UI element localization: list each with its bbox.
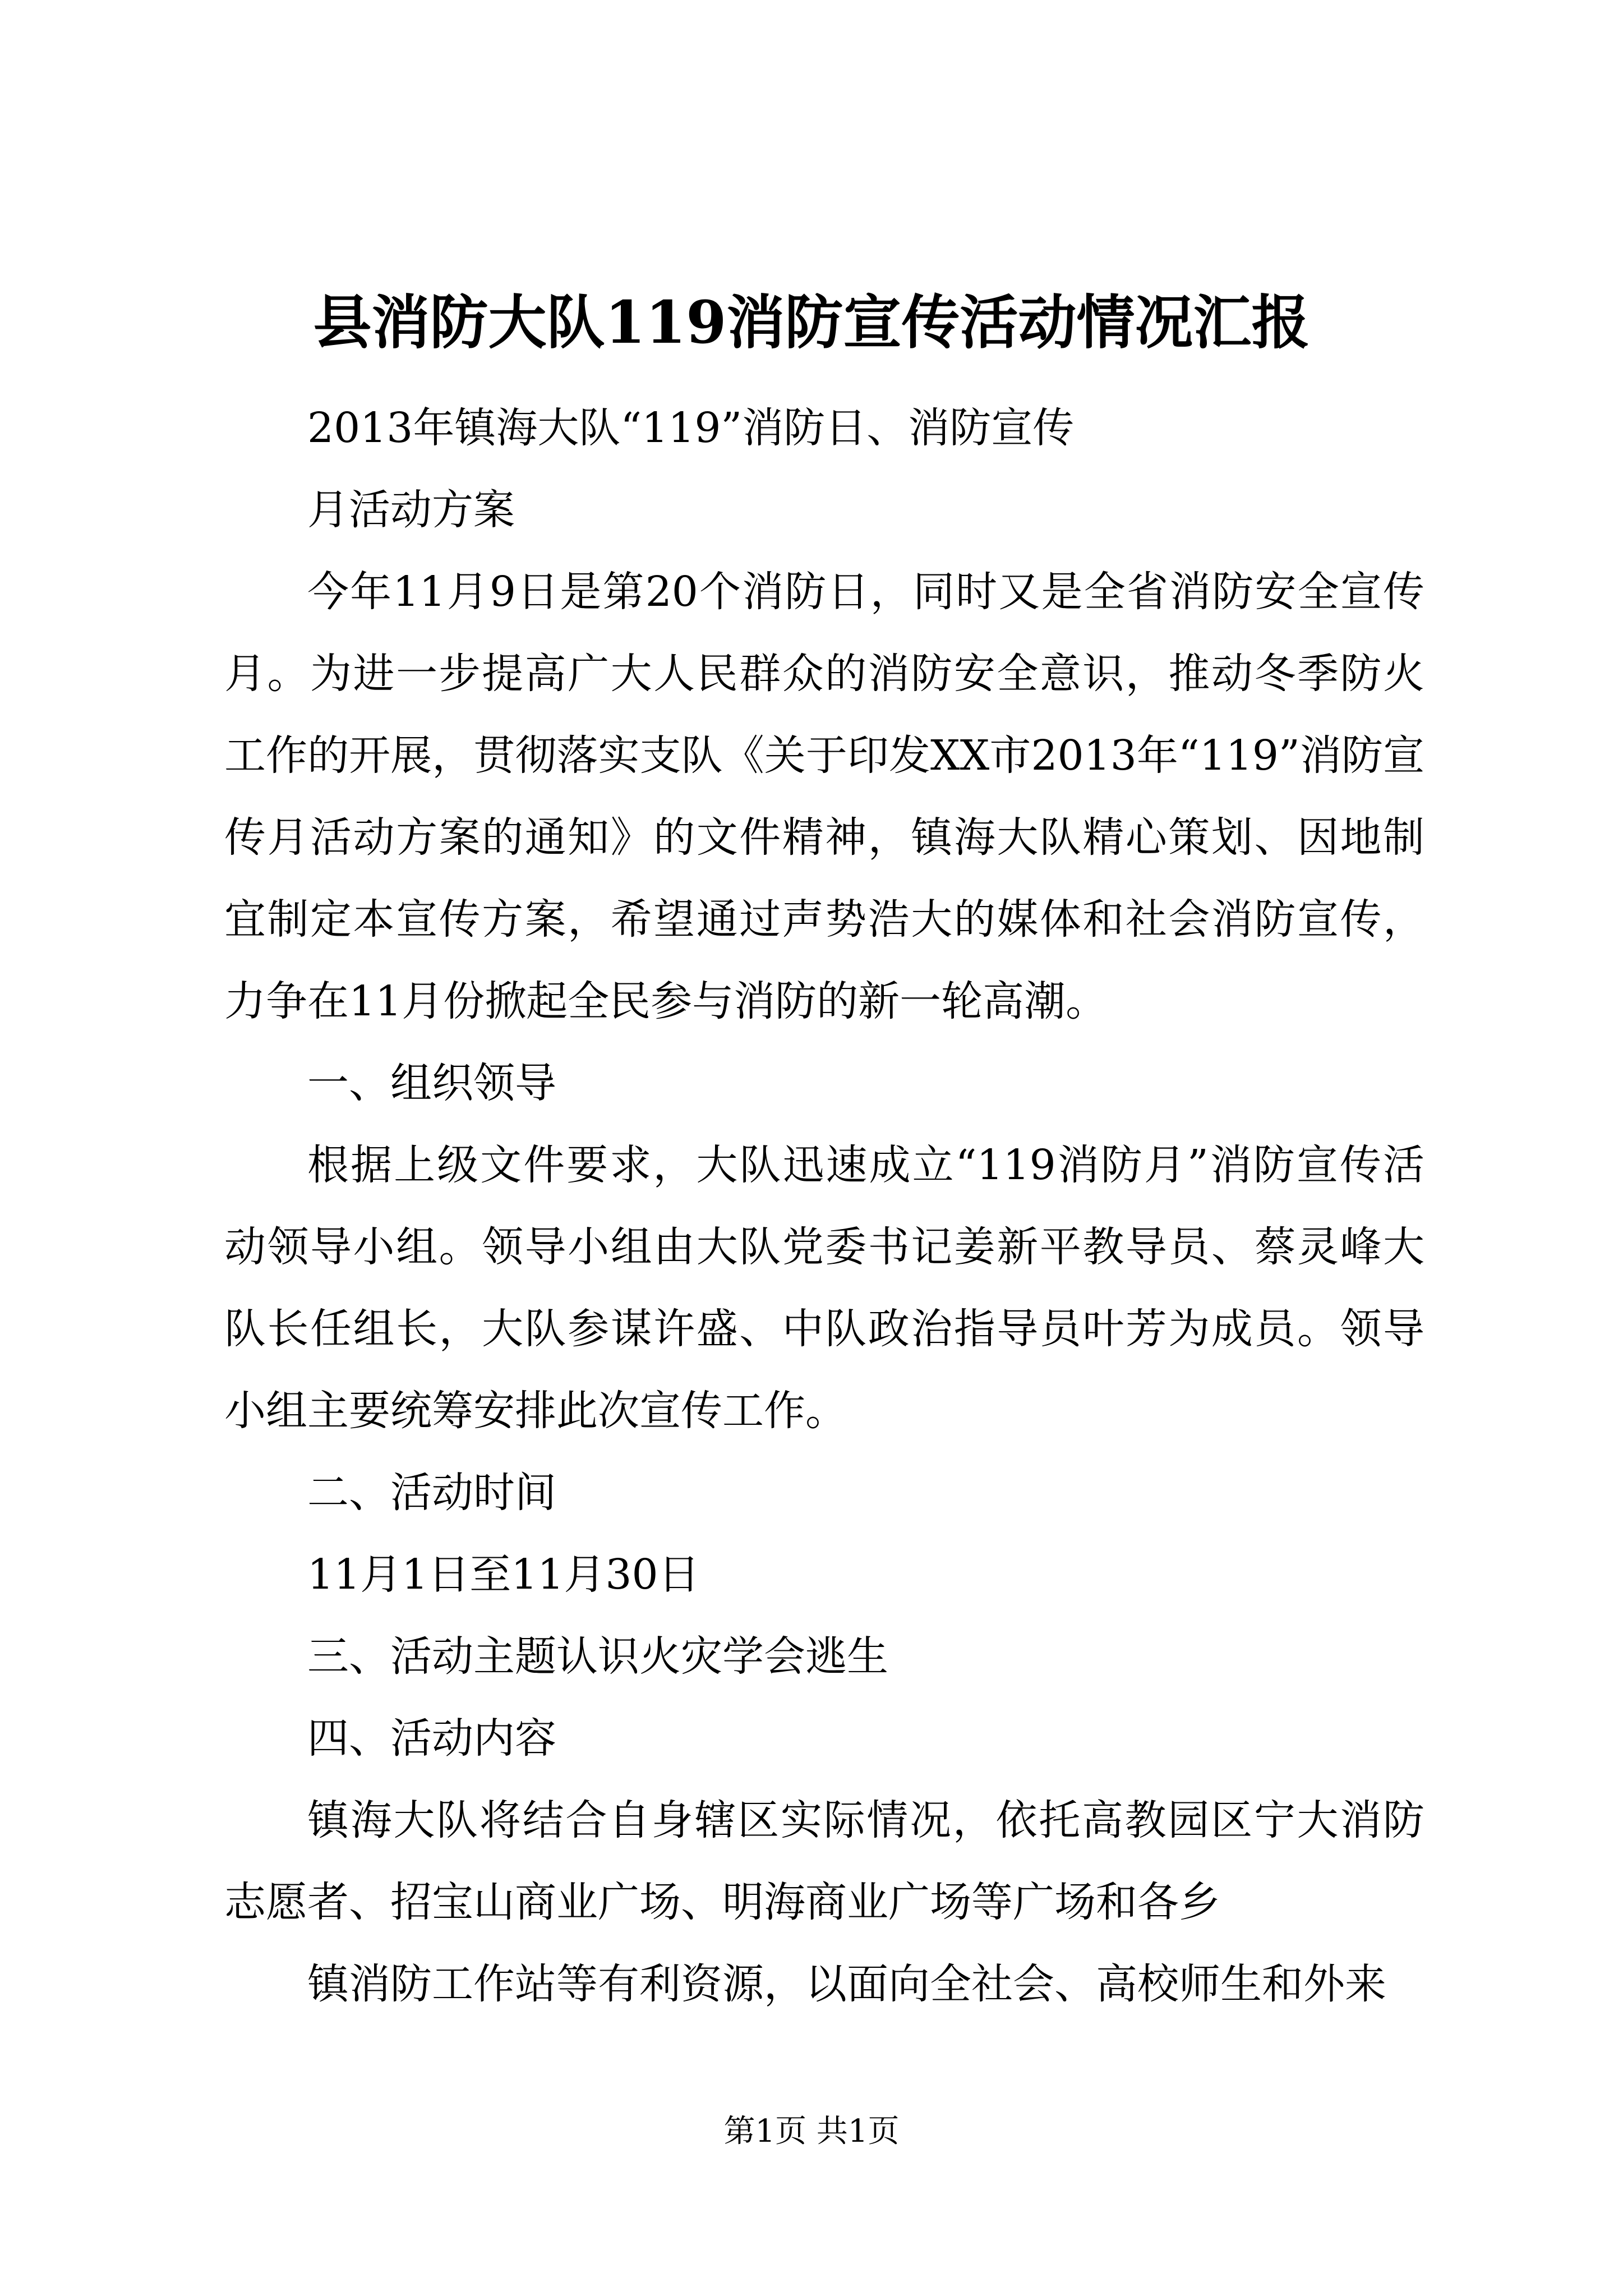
paragraph-subtitle-line-2: 月活动方案 bbox=[307, 486, 515, 534]
paragraph-content-2: 镇消防工作站等有利资源，以面向全社会、高校师生和外来 bbox=[307, 1960, 1386, 2008]
paragraph-subtitle-line-1: 2013年镇海大队“119”消防日、消防宣传 bbox=[307, 404, 1075, 452]
section-heading-content: 四、活动内容 bbox=[307, 1714, 556, 1763]
paragraph-organization: 根据上级文件要求，大队迅速成立“119消防月”消防宣传活动领导小组。领导小组由大队党委书记姜新平教导员、蔡灵峰大队长任组长，大队参谋许盛、中队政治指导员叶芳为成员。领导小组主要统筹安排此次宣传工作。 bbox=[224, 1141, 1424, 1435]
page-footer: 第1页 共1页 bbox=[723, 2113, 900, 2150]
paragraph-content-1: 镇海大队将结合自身辖区实际情况，依托高教园区宁大消防志愿者、招宝山商业广场、明海商业广场等广场和各乡 bbox=[224, 1796, 1424, 1926]
section-heading-time: 二、活动时间 bbox=[307, 1469, 556, 1517]
document-title: 县消防大队119消防宣传活动情况汇报 bbox=[313, 288, 1310, 357]
section-heading-organization: 一、组织领导 bbox=[307, 1059, 556, 1107]
section-heading-theme: 三、活动主题认识火灾学会逃生 bbox=[307, 1632, 888, 1681]
paragraph-introduction: 今年11月9日是第20个消防日，同时又是全省消防安全宣传月。为进一步提高广大人民群众的消防安全意识，推动冬季防火工作的开展，贯彻落实支队《关于印发XX市2013年“119”消防宣传月活动方案的通知》的文件精神，镇海大队精心策划、因地制宜制定本宣传方案，希望通过声势浩大的媒体和社会消防宣传，力争在11月份掀起全民参与消防的新一轮高潮。 bbox=[224, 568, 1424, 1025]
paragraph-time: 11月1日至11月30日 bbox=[307, 1550, 700, 1599]
document-body bbox=[224, 387, 1424, 2025]
